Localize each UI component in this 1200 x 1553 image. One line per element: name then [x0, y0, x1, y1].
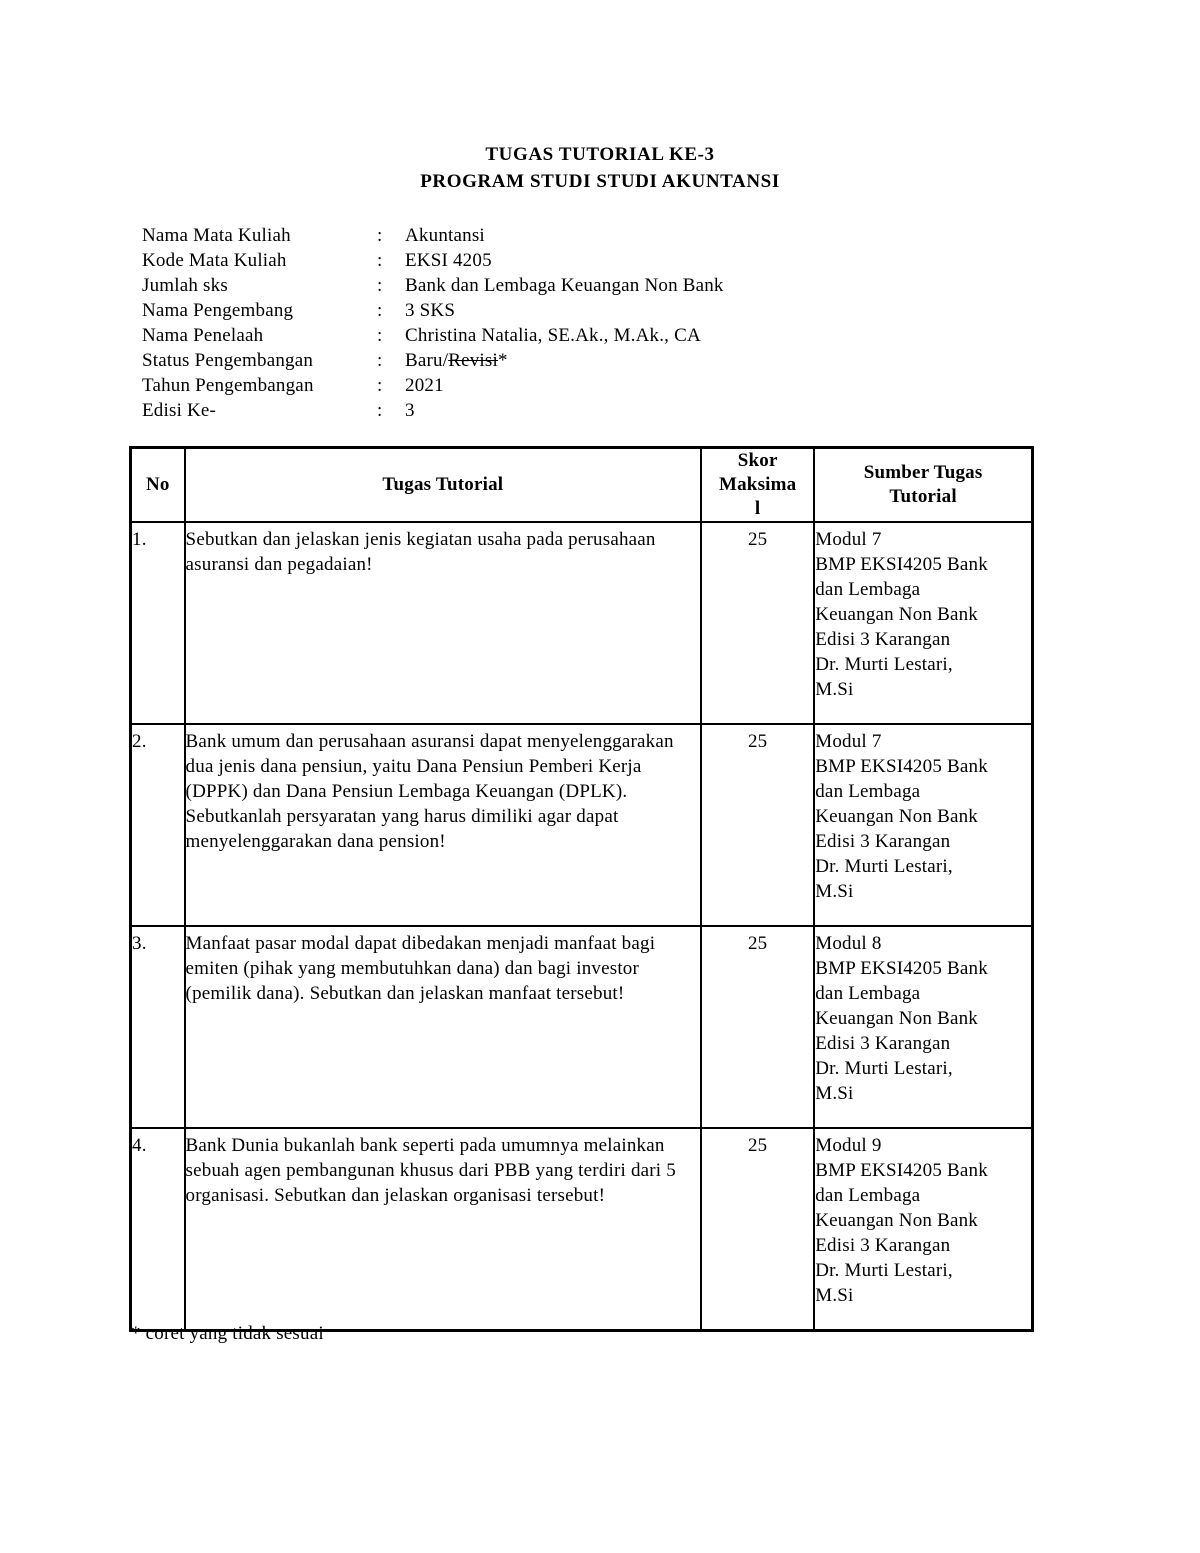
info-label: Status Pengembangan [142, 350, 314, 371]
max-score: 25 [701, 926, 814, 1128]
header-task-source-line: Sumber Tugas [863, 462, 983, 483]
max-score: 25 [701, 724, 814, 926]
info-label: Jumlah sks [142, 275, 228, 296]
source-line: BMP EKSI4205 Bank [815, 1160, 988, 1181]
info-colon: : [377, 225, 383, 246]
info-colon: : [377, 275, 383, 296]
row-number: 3. [131, 926, 185, 1128]
source-line: Modul 9 [815, 1135, 882, 1156]
header-max-score [701, 448, 814, 523]
info-value: Bank dan Lembaga Keuangan Non Bank [405, 275, 724, 296]
source-line: Modul 7 [815, 731, 882, 752]
table-row [131, 1128, 1033, 1331]
source-line: dan Lembaga [815, 983, 921, 1004]
document-subtitle: PROGRAM STUDI STUDI AKUNTANSI [420, 171, 780, 192]
info-colon: : [377, 400, 383, 421]
task-text: Manfaat pasar modal dapat dibedakan menjadi manfaat bagi emiten (pihak yang membutuhkan dana) dan bagi investor (pemilik dana). Sebutkan dan jelaskan manfaat tersebut! [185, 926, 702, 1128]
status-option-revision-struck: Revisi [448, 350, 498, 371]
info-colon: : [377, 325, 383, 346]
footnote: * coret yang tidak sesuai [131, 1323, 324, 1344]
source-line: M.Si [815, 679, 854, 700]
info-label: Nama Penelaah [142, 325, 264, 346]
task-source [814, 522, 1032, 724]
source-line: dan Lembaga [815, 579, 921, 600]
info-value: 2021 [405, 375, 444, 396]
source-line: Modul 8 [815, 933, 882, 954]
task-source [814, 1128, 1032, 1331]
source-line: Keuangan Non Bank [815, 1210, 978, 1231]
source-line: Edisi 3 Karangan [815, 831, 951, 852]
info-value: EKSI 4205 [405, 250, 492, 271]
document-title: TUGAS TUTORIAL KE-3 [485, 144, 715, 165]
header-task-source-line: Tutorial [889, 486, 957, 507]
info-label: Nama Pengembang [142, 300, 294, 321]
source-line: BMP EKSI4205 Bank [815, 756, 988, 777]
info-colon: : [377, 300, 383, 321]
max-score: 25 [701, 1128, 814, 1331]
source-line: Dr. Murti Lestari, [815, 1058, 953, 1079]
header-task: Tugas Tutorial [185, 448, 702, 523]
table-row [131, 724, 1033, 926]
source-line: Edisi 3 Karangan [815, 629, 951, 650]
header-max-score-line: Skor [737, 450, 778, 471]
table-row [131, 926, 1033, 1128]
source-line: dan Lembaga [815, 781, 921, 802]
info-value: Christina Natalia, SE.Ak., M.Ak., CA [405, 325, 701, 346]
info-colon: : [377, 375, 383, 396]
tutorial-task-table [129, 446, 1034, 1332]
table-header-row [131, 448, 1033, 523]
task-text: Bank umum dan perusahaan asuransi dapat menyelenggarakan dua jenis dana pensiun, yaitu Dana Pensiun Pemberi Kerja (DPPK) dan Dana Pensiun Lembaga Keuangan (DPLK). Sebutkanlah persyaratan yang harus dimiliki agar dapat menyelenggarakan dana pension! [185, 724, 702, 926]
task-source [814, 926, 1032, 1128]
source-line: Edisi 3 Karangan [815, 1235, 951, 1256]
source-line: dan Lembaga [815, 1185, 921, 1206]
header-no: No [131, 448, 185, 523]
source-line: M.Si [815, 881, 854, 902]
header-max-score-line: l [754, 498, 761, 519]
info-value [405, 348, 508, 373]
info-label: Edisi Ke- [142, 400, 217, 421]
info-colon: : [377, 250, 383, 271]
source-line: M.Si [815, 1285, 854, 1306]
source-line: Keuangan Non Bank [815, 806, 978, 827]
info-label: Tahun Pengembangan [142, 375, 314, 396]
max-score: 25 [701, 522, 814, 724]
info-label: Kode Mata Kuliah [142, 250, 287, 271]
source-line: Dr. Murti Lestari, [815, 1260, 953, 1281]
task-text: Bank Dunia bukanlah bank seperti pada umumnya melainkan sebuah agen pembangunan khusus dari PBB yang terdiri dari 5 organisasi. Sebutkan dan jelaskan organisasi tersebut! [185, 1128, 702, 1331]
task-text: Sebutkan dan jelaskan jenis kegiatan usaha pada perusahaan asuransi dan pegadaian! [185, 522, 702, 724]
status-asterisk: * [497, 350, 508, 371]
source-line: Keuangan Non Bank [815, 604, 978, 625]
info-colon: : [377, 350, 383, 371]
source-line: Dr. Murti Lestari, [815, 654, 953, 675]
source-line: M.Si [815, 1083, 854, 1104]
row-number: 2. [131, 724, 185, 926]
table-row [131, 522, 1033, 724]
task-source [814, 724, 1032, 926]
info-value: 3 [405, 400, 415, 421]
source-line: Edisi 3 Karangan [815, 1033, 951, 1054]
header-task-source [814, 448, 1032, 523]
info-label: Nama Mata Kuliah [142, 225, 291, 246]
source-line: Dr. Murti Lestari, [815, 856, 953, 877]
row-number: 4. [131, 1128, 185, 1331]
header-max-score-line: Maksima [718, 474, 797, 495]
status-option-new: Baru/ [405, 350, 449, 371]
info-value: 3 SKS [405, 300, 456, 321]
source-line: BMP EKSI4205 Bank [815, 958, 988, 979]
source-line: Modul 7 [815, 529, 882, 550]
source-line: BMP EKSI4205 Bank [815, 554, 988, 575]
row-number: 1. [131, 522, 185, 724]
source-line: Keuangan Non Bank [815, 1008, 978, 1029]
info-value: Akuntansi [405, 225, 485, 246]
